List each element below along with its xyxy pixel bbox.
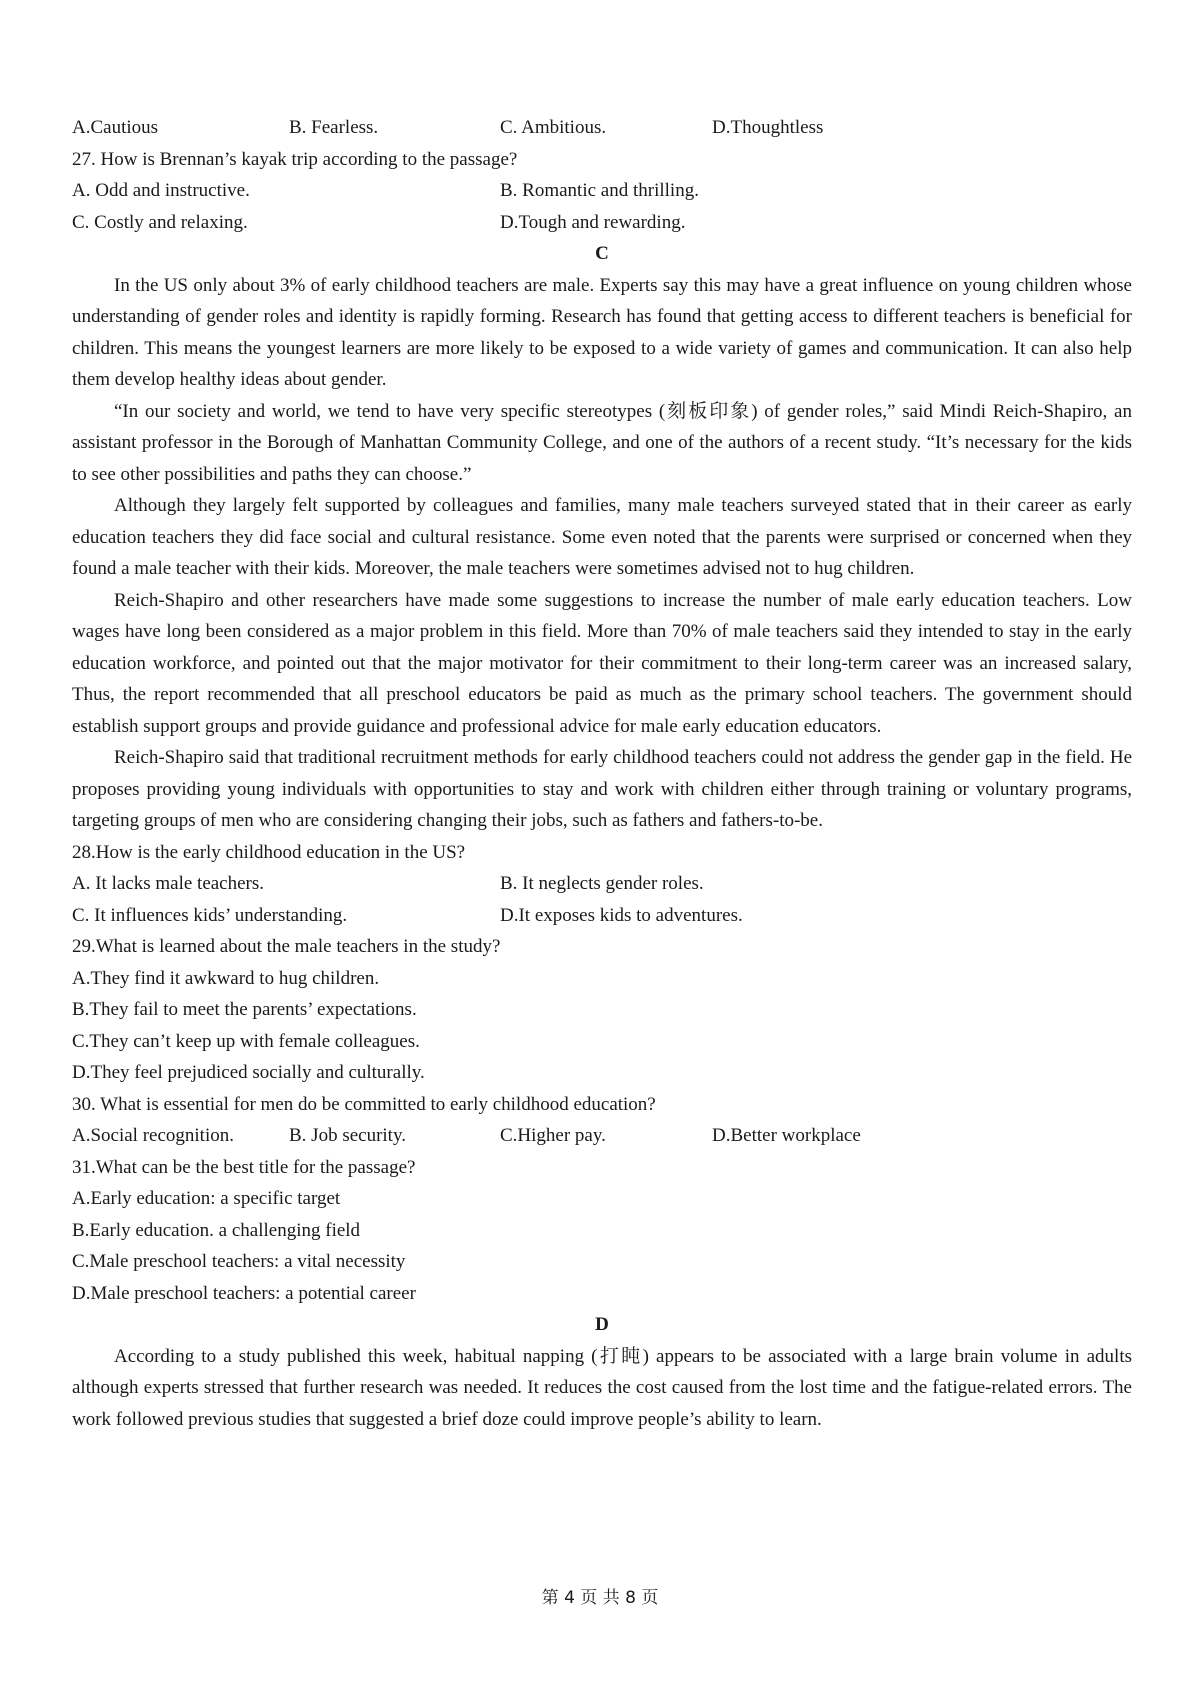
- q27-option-a: A. Odd and instructive.: [72, 180, 250, 201]
- q31-option-b: B.Early education. a challenging field: [72, 1219, 361, 1241]
- q28-options-row2: [72, 900, 1132, 932]
- q31-question: 31.What can be the best title for the passage?: [72, 1156, 416, 1178]
- q30-option-b: B. Job security.: [289, 1125, 406, 1146]
- q27-option-c: C. Costly and relaxing.: [72, 211, 248, 233]
- section-c-heading: C: [595, 243, 609, 264]
- q27-option-d: D.Tough and rewarding.: [500, 211, 686, 233]
- q26-option-c: C. Ambitious.: [500, 117, 607, 138]
- q28-option-d: D.It exposes kids to adventures.: [500, 904, 743, 926]
- q30-option-a: A.Social recognition.: [72, 1125, 234, 1146]
- q26-option-b: B. Fearless.: [289, 117, 379, 138]
- q26-option-d: D.Thoughtless: [712, 117, 824, 138]
- q29-option-a: A.They find it awkward to hug children.: [72, 967, 380, 989]
- section-d-heading: D: [595, 1314, 609, 1335]
- q28-question: 28.How is the early childhood education in the US?: [72, 841, 466, 863]
- section-c-paragraph-5: Reich-Shapiro said that traditional recruitment methods for early childhood teachers could not address the gender gap in the field. He proposes providing young individuals with opportunities to stay and work with children either through training or voluntary programs, targeting groups of men who are considering changing their jobs, such as fathers and fathers-to-be.: [72, 747, 1132, 831]
- q28-options-row1: [72, 868, 1132, 900]
- section-c-paragraph-2: “In our society and world, we tend to have very specific stereotypes (刻板印象) of gender roles,” said Mindi Reich-Shapiro, an assistant professor in the Borough of Manhattan Community College, and one of the authors of a recent study. “It’s necessary for the kids to see other possibilities and paths they can choose.”: [72, 400, 1132, 485]
- q27-options-row1: [72, 175, 1132, 207]
- q29-option-b: B.They fail to meet the parents’ expectations.: [72, 999, 417, 1020]
- q28-option-b: B. It neglects gender roles.: [500, 873, 704, 894]
- q29-question: 29.What is learned about the male teachers in the study?: [72, 936, 501, 957]
- section-d-paragraph-1: According to a study published this week, habitual napping (打盹) appears to be associated with a large brain volume in adults although experts stressed that further research was needed. It reduces the cost caused from the lost time and the fatigue-related errors. The work followed previous studies that suggested a brief doze could improve people’s ability to learn.: [72, 1345, 1132, 1430]
- section-c-paragraph-4: Reich-Shapiro and other researchers have made some suggestions to increase the number of male early education teachers. Low wages have long been considered as a major problem in this field. More than 70% of male teachers said they intended to stay in the early education workforce, and pointed out that the major motivator for their commitment to their long-term career was an increased salary, Thus, the report recommended that all preschool educators be paid as much as the primary school teachers. The government should establish support groups and provide guidance and professional advice for male early education educators.: [72, 589, 1132, 737]
- q28-option-c: C. It influences kids’ understanding.: [72, 904, 348, 926]
- q31-option-d: D.Male preschool teachers: a potential career: [72, 1282, 416, 1304]
- q27-question: 27. How is Brennan’s kayak trip according to the passage?: [72, 148, 518, 170]
- section-c-paragraph-3: Although they largely felt supported by colleagues and families, many male teachers surveyed stated that in their career as early education teachers they did face social and cultural resistance. Some even noted that the parents were surprised or concerned when they found a male teacher with their kids. Moreover, the male teachers were sometimes advised not to hug children.: [72, 495, 1132, 579]
- q26-option-a: A.Cautious: [72, 117, 159, 138]
- q30-options: [72, 1120, 1132, 1152]
- q30-option-d: D.Better workplace: [712, 1125, 861, 1146]
- section-c-paragraph-1: In the US only about 3% of early childhood teachers are male. Experts say this may have a great influence on young children whose understanding of gender roles and identity is rapidly forming. Research has found that getting access to different teachers is beneficial for children. This means the youngest learners are more likely to be exposed to a wide variety of games and communication. It can also help them develop healthy ideas about gender.: [72, 274, 1132, 390]
- q29-option-c: C.They can’t keep up with female colleagues.: [72, 1030, 420, 1052]
- q28-option-a: A. It lacks male teachers.: [72, 873, 265, 894]
- document-page: [72, 112, 1132, 1435]
- q31-option-c: C.Male preschool teachers: a vital necessity: [72, 1251, 406, 1272]
- page-footer: 第 4 页 共 8 页: [541, 1588, 659, 1608]
- q27-option-b: B. Romantic and thrilling.: [500, 180, 699, 201]
- q30-question: 30. What is essential for men do be committed to early childhood education?: [72, 1093, 656, 1115]
- q27-options-row2: [72, 207, 1132, 239]
- q26-options: [72, 112, 1132, 144]
- q29-option-d: D.They feel prejudiced socially and culturally.: [72, 1062, 425, 1083]
- q31-option-a: A.Early education: a specific target: [72, 1188, 341, 1209]
- q30-option-c: C.Higher pay.: [500, 1125, 606, 1146]
